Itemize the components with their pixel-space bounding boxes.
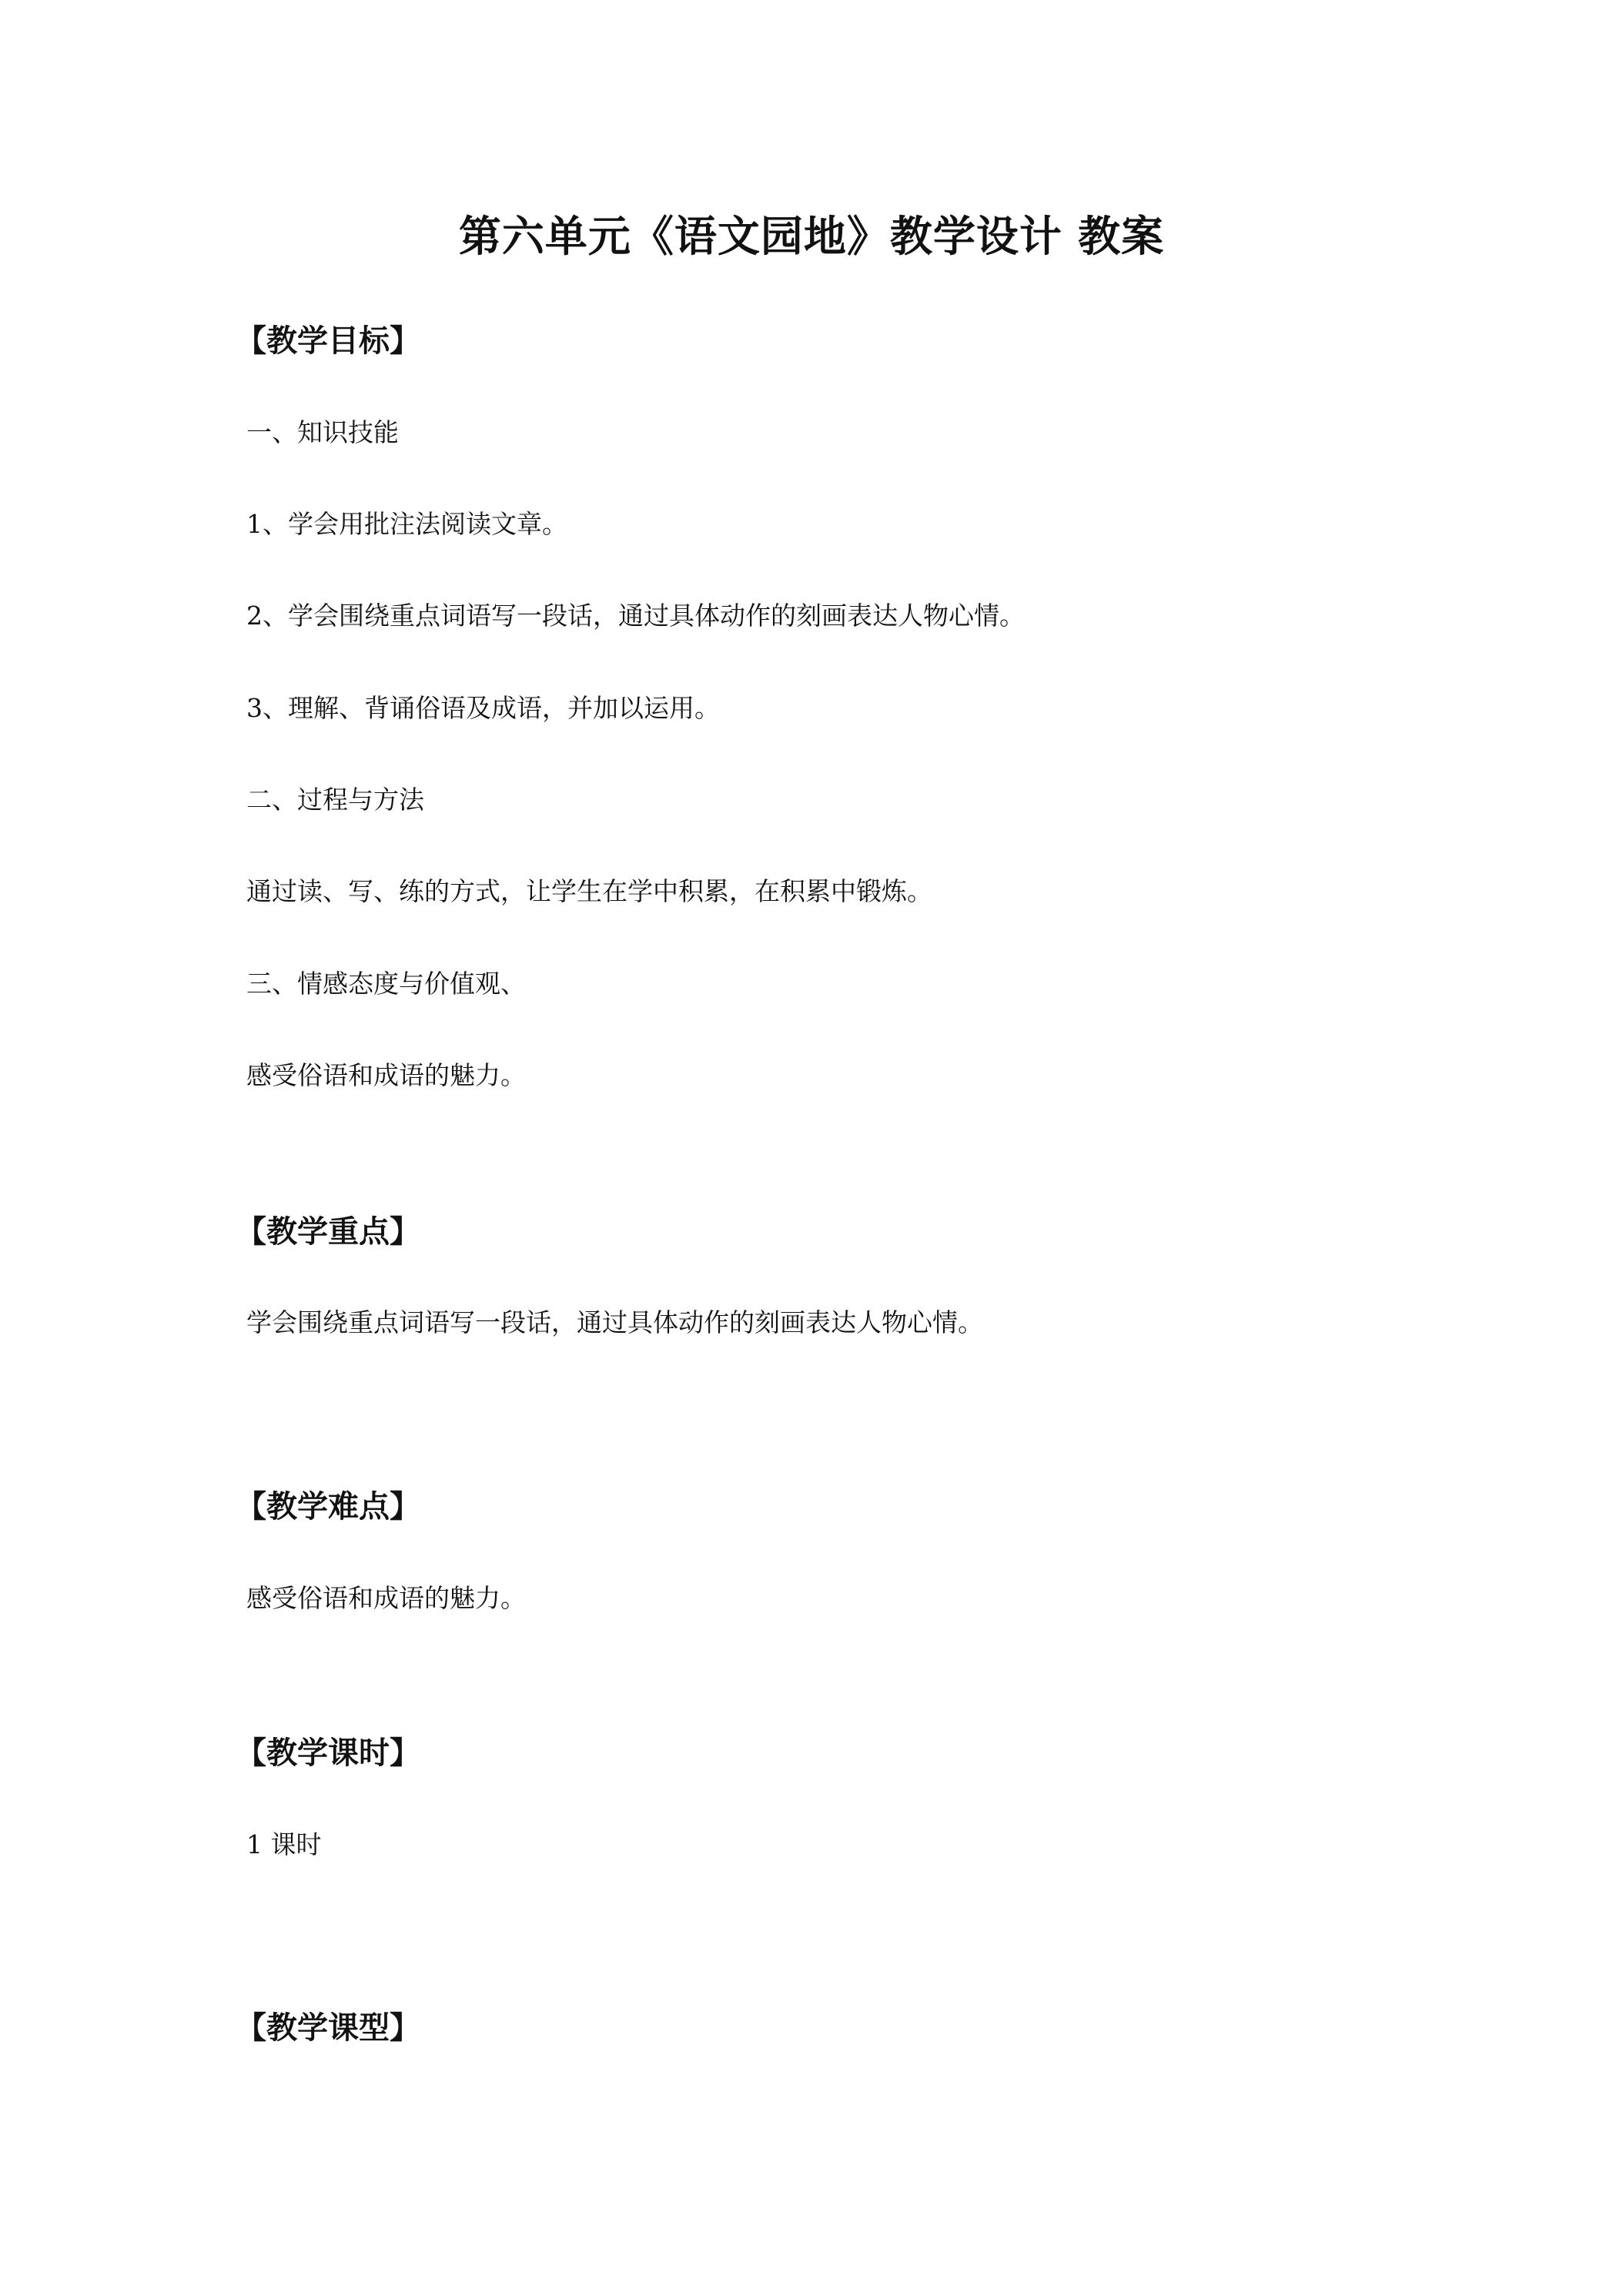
section-heading-difficulties: 【教学难点】 [236,1488,420,1525]
objectives-line: 3、理解、背诵俗语及成语，并加以运用。 [246,693,720,723]
objectives-line: 通过读、写、练的方式，让学生在学中积累，在积累中锻炼。 [246,876,932,906]
document-title: 第六单元《语文园地》教学设计 教案 [458,211,1165,261]
objectives-line: 二、过程与方法 [246,785,424,815]
objectives-line: 感受俗语和成语的魅力。 [246,1060,526,1090]
difficulties-line: 感受俗语和成语的魅力。 [246,1583,526,1613]
objectives-line: 1、学会用批注法阅读文章。 [246,509,567,539]
objectives-line: 一、知识技能 [246,417,399,447]
section-heading-class-hours: 【教学课时】 [236,1735,420,1771]
objectives-line: 2、学会围绕重点词语写一段话，通过具体动作的刻画表达人物心情。 [246,601,1025,631]
section-heading-objectives: 【教学目标】 [236,323,420,359]
section-heading-lesson-type: 【教学课型】 [236,2010,420,2046]
class-hours-line: 1 课时 [246,1829,322,1859]
objectives-line: 三、情感态度与价值观、 [246,969,526,999]
section-heading-key-points: 【教学重点】 [236,1213,420,1250]
key-points-line: 学会围绕重点词语写一段话，通过具体动作的刻画表达人物心情。 [246,1307,983,1337]
